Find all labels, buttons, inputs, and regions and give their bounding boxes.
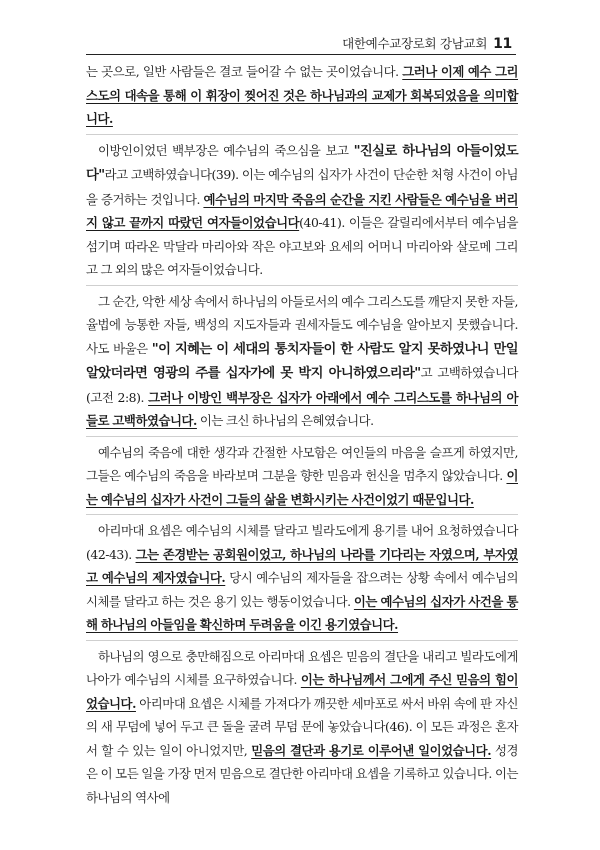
body-text: 라고 고백하였습니다(39). 이는 예수님의 십자가 사건이 단순한 처형 사건이 아님을 증거하는 것입니다. bbox=[86, 167, 518, 207]
paragraph-divider bbox=[86, 640, 518, 641]
page-number: 11 bbox=[493, 36, 512, 52]
paragraph-divider bbox=[86, 285, 518, 286]
document-body bbox=[86, 60, 518, 809]
body-text: 당시 예수님의 제자들을 잡으려는 상황 속에서 예수님의 시체를 달라고 하는 것은 용기 있는 행동이었습니다. bbox=[86, 570, 518, 609]
emphasis-text: 예수님의 마지막 죽음의 순간을 지킨 사람들은 예수님을 버리지 않고 끝까지 따랐던 여자들이었습니다 bbox=[86, 191, 518, 230]
emphasis-text: 믿음의 결단과 용기로 이루어낸 일이었습니다. bbox=[251, 742, 492, 758]
body-text: 하나님의 영으로 충만해짐으로 아리마대 요셉은 믿음의 결단을 내리고 빌라도에게 나아가 예수님의 시체를 요구하였습니다. bbox=[86, 648, 518, 687]
body-text: 이는 크신 하나님의 은혜였습니다. bbox=[196, 413, 374, 428]
emphasis-text: 그러나 이제 예수 그리스도의 대속을 통해 이 휘장이 찢어진 것은 하나님과의 교제가 회복되었음을 의미합니다. bbox=[86, 64, 519, 126]
emphasis-text: 이는 예수님의 십자가 사건이 그들의 삶을 변화시키는 사건이었기 때문입니다. bbox=[86, 468, 518, 507]
quotation-text: "진실로 하나님의 아들이었도다" bbox=[86, 143, 518, 183]
emphasis-text: 그는 존경받는 공회원이었고, 하나님의 나라를 기다리는 자였으며, 부자였고 예수님의 제자였습니다. bbox=[86, 546, 519, 585]
body-text: 이방인이었던 백부장은 예수님의 죽으심을 보고 bbox=[98, 142, 354, 158]
body-text: 그 순간, 악한 세상 속에서 하나님의 아들로서의 예수 그리스도를 깨닫지 못한 자들, 율법에 능통한 자들, 백성의 지도자들과 권세자들도 예수님을 알아보지 못했습니다. 사도 바울은 bbox=[86, 293, 518, 356]
header-rule bbox=[86, 54, 516, 55]
body-text: 는 곳으로, 일반 사람들은 결코 들어갈 수 없는 곳이었습니다. bbox=[86, 64, 403, 79]
paragraph-1 bbox=[86, 60, 518, 131]
emphasis-text: 이는 하나님께서 그에게 주신 믿음의 힘이었습니다. bbox=[86, 672, 518, 711]
paragraph-5 bbox=[86, 519, 518, 637]
emphasis-text: 이는 예수님의 십자가 사건을 통해 하나님의 아들임을 확신하며 두려움을 이긴 용기였습니다. bbox=[86, 593, 518, 632]
church-name: 대한예수교장로회 강남교회 bbox=[342, 36, 488, 51]
body-text: 예수님의 죽음에 대한 생각과 간절한 사모함은 여인들의 마음을 슬프게 하였지만, 그들은 예수님의 죽음을 바라보며 그분을 향한 믿음과 헌신을 멈추지 않았습니다. bbox=[86, 444, 518, 483]
body-text: (40-41). 이들은 갈릴리에서부터 예수님을 섬기며 따라온 막달라 마리아와 작은 야고보와 요세의 어머니 마리아와 살로메 그리고 그 외의 많은 여자들이었습니다. bbox=[86, 215, 518, 277]
paragraph-4 bbox=[86, 441, 518, 512]
body-text: 아리마대 요셉은 시체를 가져다가 깨끗한 세마포로 싸서 바위 속에 판 자신의 새 무덤에 넣어 두고 큰 돌을 굴려 무덤 문에 놓았습니다(46). 이 모든 과정은 혼자서 할 수 있는 일이 아니었지만, bbox=[86, 695, 518, 758]
body-text: 고 고백하였습니다(고전 2:8). bbox=[86, 365, 518, 405]
paragraph-divider bbox=[86, 514, 518, 515]
paragraph-3 bbox=[86, 290, 518, 433]
page-header bbox=[342, 34, 512, 52]
paragraph-2 bbox=[86, 139, 518, 282]
paragraph-divider bbox=[86, 134, 518, 135]
quotation-text: "이 지혜는 이 세대의 통치자들이 한 사람도 알지 못하였나니 만일 알았더라면 영광의 주를 십자가에 못 박지 아니하였으리라" bbox=[86, 341, 518, 381]
paragraph-6 bbox=[86, 645, 518, 810]
body-text: 아리마대 요셉은 예수님의 시체를 달라고 빌라도에게 용기를 내어 요청하였습니다(42-43). bbox=[86, 523, 518, 562]
paragraph-divider bbox=[86, 436, 518, 437]
body-text: 성경은 이 모든 일을 가장 먼저 믿음으로 결단한 아리마대 요셉을 기록하고 있습니다. 이는 하나님의 역사에 bbox=[86, 742, 519, 805]
emphasis-text: 그러나 이방인 백부장은 십자가 아래에서 예수 그리스도를 하나님의 아들로 고백하였습니다. bbox=[86, 389, 518, 428]
